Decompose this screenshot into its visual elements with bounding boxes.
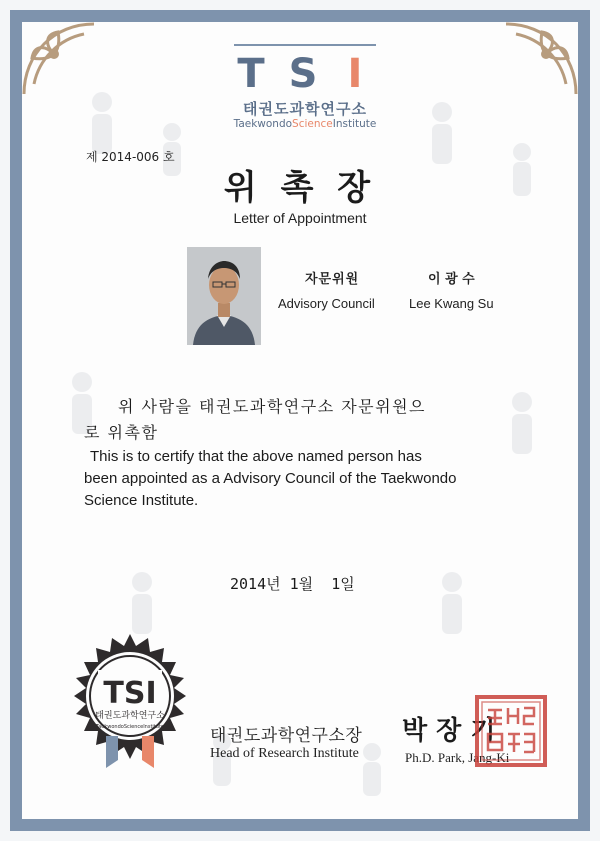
signatory-name-english: Ph.D. Park, Jang-Ki [405, 750, 510, 765]
body-english-line-2: been appointed as a Advisory Council of the Taekwondo [84, 470, 457, 487]
body-english-line-1: This is to certify that the above named person has [90, 448, 422, 465]
corner-ornament-top-right [496, 14, 586, 104]
institute-name-korean: 태권도과학연구소 [243, 100, 367, 118]
institute-name-part-3: Institute [332, 118, 377, 130]
body-english-line-3: Science Institute. [84, 492, 199, 509]
logo-letter-i: I [347, 51, 363, 97]
appointee-photo [187, 247, 261, 345]
document-title-korean: 위 촉 장 [223, 168, 377, 208]
appointee-name-english: Lee Kwang Su [409, 296, 494, 311]
document-title-english: Letter of Appointment [233, 210, 367, 226]
logo-letter-s: S [288, 51, 318, 97]
appointee-role-korean: 자문위원 [305, 272, 360, 287]
appointee-role-english: Advisory Council [278, 296, 375, 311]
signatory-name-korean: 박 장 기 [402, 716, 496, 746]
issue-date: 2014년 1월 1일 [230, 575, 355, 593]
tsi-seal-emblem [62, 632, 198, 768]
official-red-stamp [474, 694, 548, 768]
document-number: 제 2014-006 호 [86, 150, 175, 164]
signatory-title-korean: 태권도과학연구소장 [210, 726, 363, 746]
seal-logo-text: TSI [103, 676, 157, 711]
seal-english-text: TaekwondoScienceInstitute [96, 724, 164, 730]
seal-korean-text: 태권도과학연구소 [95, 711, 165, 721]
corner-ornament-top-left [14, 14, 104, 104]
institute-name-part-2: Science [292, 118, 333, 130]
institute-name-english [222, 118, 388, 130]
appointee-name-korean: 이 광 수 [428, 272, 475, 287]
institute-name-part-1: Taekwondo [233, 118, 293, 130]
logo-top-bar [234, 44, 376, 46]
body-korean-line-1: 위 사람을 태권도과학연구소 자문위원으 [118, 397, 427, 416]
body-korean-line-2: 로 위촉함 [84, 423, 159, 442]
logo-letter-t: T [237, 51, 265, 97]
signatory-title-english: Head of Research Institute [210, 746, 359, 761]
appointee-photo-drawing [187, 247, 261, 345]
